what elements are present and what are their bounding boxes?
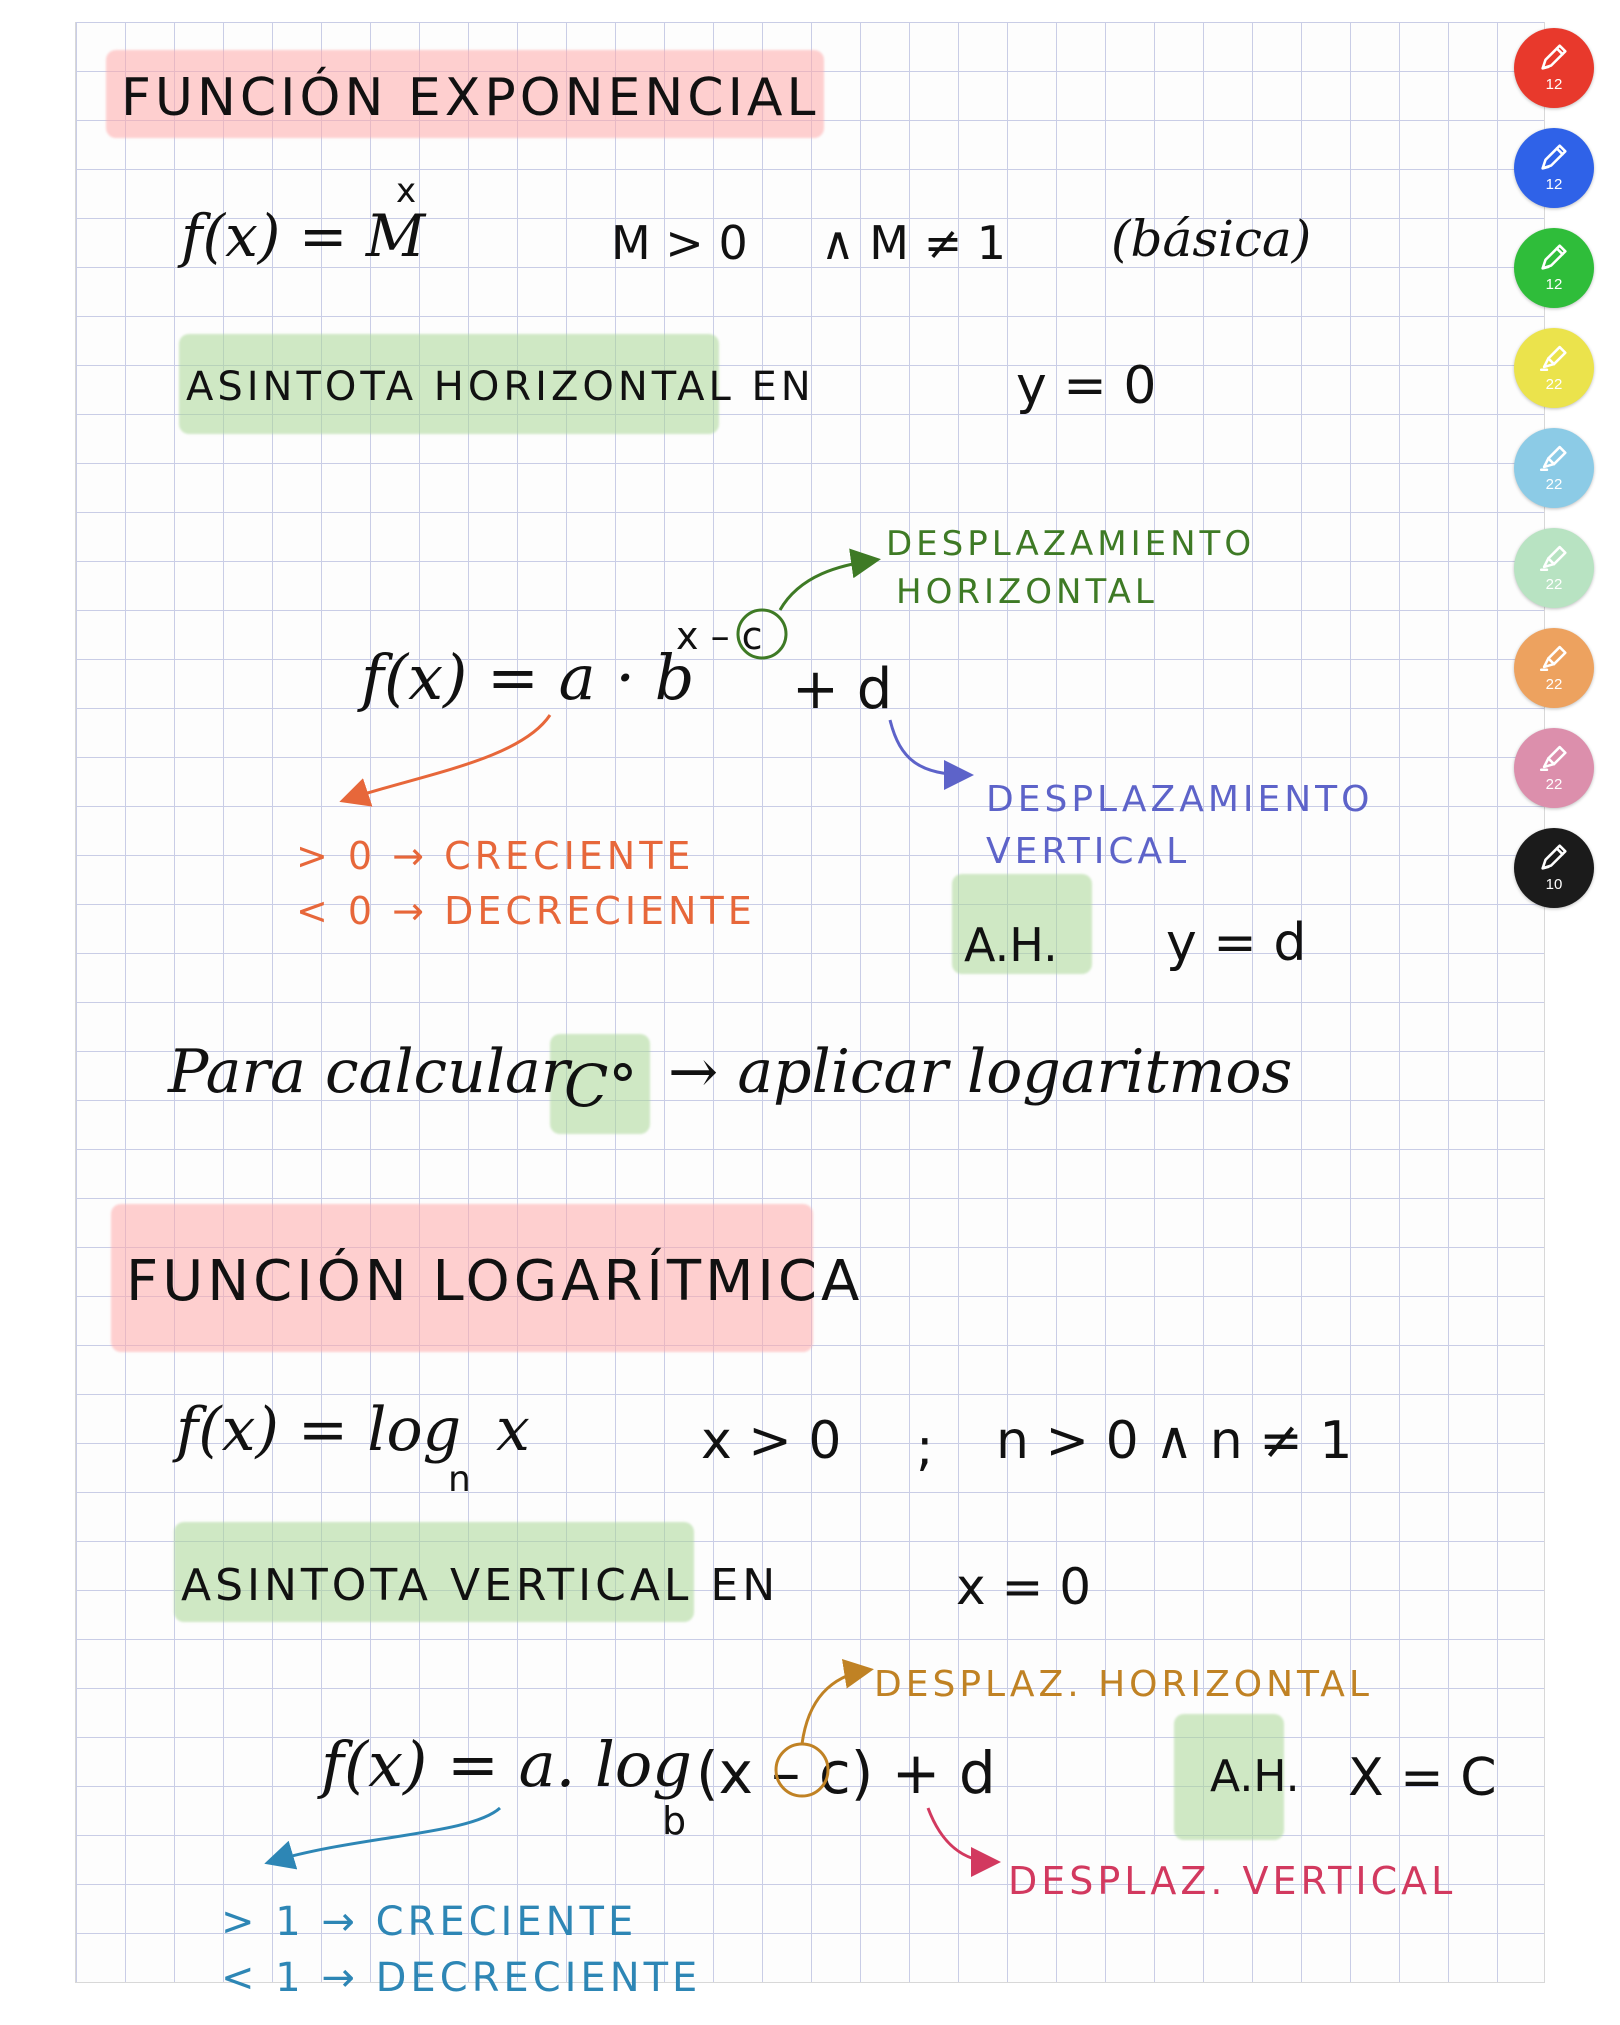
pen-size-label: 22 (1545, 475, 1563, 493)
pen-icon (1537, 244, 1571, 278)
log-general-base: b (662, 1799, 687, 1843)
exp-decreasing: < 0 → DECRECIENTE (296, 889, 756, 933)
notebook-page[interactable] (75, 22, 1545, 2001)
exp-log-note-1: Para calcular (168, 1037, 570, 1107)
log-general-argument: (x – c) + d (696, 1739, 996, 1807)
pen-size-label: 12 (1545, 175, 1563, 193)
log-increasing: > 1 → CRECIENTE (221, 1899, 638, 1945)
pen-size-label: 12 (1545, 75, 1563, 93)
exp-condition-2: ∧ M ≠ 1 (821, 216, 1007, 270)
log-ah-eq: X = C (1348, 1748, 1497, 1808)
pen-swatch-2[interactable] (1514, 128, 1594, 208)
log-asymptote-text: ASINTOTA VERTICAL EN (181, 1560, 780, 1611)
exp-vertical-shift-1: DESPLAZAMIENTO (986, 779, 1374, 820)
pen-size-label: 10 (1545, 875, 1563, 893)
exp-general-function: f(x) = a · b (361, 641, 695, 714)
highlighter-icon (1537, 344, 1571, 378)
exp-condition-1: M > 0 (611, 216, 748, 270)
exp-basic-tag: (básica) (1111, 210, 1312, 268)
exp-vertical-shift-2: VERTICAL (986, 831, 1191, 872)
exp-horizontal-shift-2: HORIZONTAL (896, 572, 1158, 612)
log-title: FUNCIÓN LOGARÍTMICA (126, 1249, 864, 1314)
pen-swatch-8[interactable] (1514, 728, 1594, 808)
exp-asymptote-text: ASINTOTA HORIZONTAL EN (186, 364, 815, 410)
log-condition-1: x > 0 (701, 1411, 842, 1471)
log-basic-base: n (448, 1459, 471, 1500)
highlighter-icon (1537, 744, 1571, 778)
log-decreasing: < 1 → DECRECIENTE (221, 1955, 702, 2001)
exp-ah-label: A.H. (964, 918, 1058, 972)
log-ah-label: A.H. (1210, 1751, 1300, 1802)
pen-icon (1537, 844, 1571, 878)
exp-general-exponent: x – c (676, 614, 763, 658)
highlighter-icon (1537, 444, 1571, 478)
exp-log-note-c: C° (564, 1052, 638, 1120)
exp-asymptote-eq: y = 0 (1016, 356, 1157, 416)
log-condition-2: ; (916, 1418, 934, 1478)
exp-basic-exponent: x (396, 171, 417, 211)
pen-size-label: 22 (1545, 675, 1563, 693)
pen-swatch-4[interactable] (1514, 328, 1594, 408)
pen-swatch-5[interactable] (1514, 428, 1594, 508)
highlighter-icon (1537, 544, 1571, 578)
log-asymptote-eq: x = 0 (956, 1558, 1092, 1616)
pen-swatch-1[interactable] (1514, 28, 1594, 108)
pen-size-label: 22 (1545, 575, 1563, 593)
highlighter-icon (1537, 644, 1571, 678)
exp-title: FUNCIÓN EXPONENCIAL (121, 68, 820, 128)
exp-basic-function: f(x) = M (181, 202, 426, 270)
log-horizontal-shift: DESPLAZ. HORIZONTAL (874, 1664, 1373, 1705)
pen-size-label: 12 (1545, 275, 1563, 293)
log-basic-function: f(x) = log (176, 1395, 461, 1465)
exp-increasing: > 0 → CRECIENTE (296, 834, 695, 878)
pen-size-label: 22 (1545, 375, 1563, 393)
pen-icon (1537, 44, 1571, 78)
exp-log-note-2: → aplicar logaritmos (668, 1037, 1293, 1107)
exp-horizontal-shift-1: DESPLAZAMIENTO (886, 524, 1256, 564)
log-vertical-shift: DESPLAZ. VERTICAL (1008, 1859, 1457, 1903)
pen-swatch-6[interactable] (1514, 528, 1594, 608)
log-general-function: f(x) = a. log (321, 1728, 692, 1801)
pen-swatch-7[interactable] (1514, 628, 1594, 708)
exp-ah-eq: y = d (1166, 913, 1307, 973)
log-condition-3: n > 0 ∧ n ≠ 1 (996, 1411, 1353, 1471)
pen-size-label: 22 (1545, 775, 1563, 793)
log-basic-x: x (496, 1395, 530, 1465)
exp-general-d: + d (792, 657, 893, 722)
pen-icon (1537, 144, 1571, 178)
pen-swatch-9[interactable] (1514, 828, 1594, 908)
pen-swatch-3[interactable] (1514, 228, 1594, 308)
